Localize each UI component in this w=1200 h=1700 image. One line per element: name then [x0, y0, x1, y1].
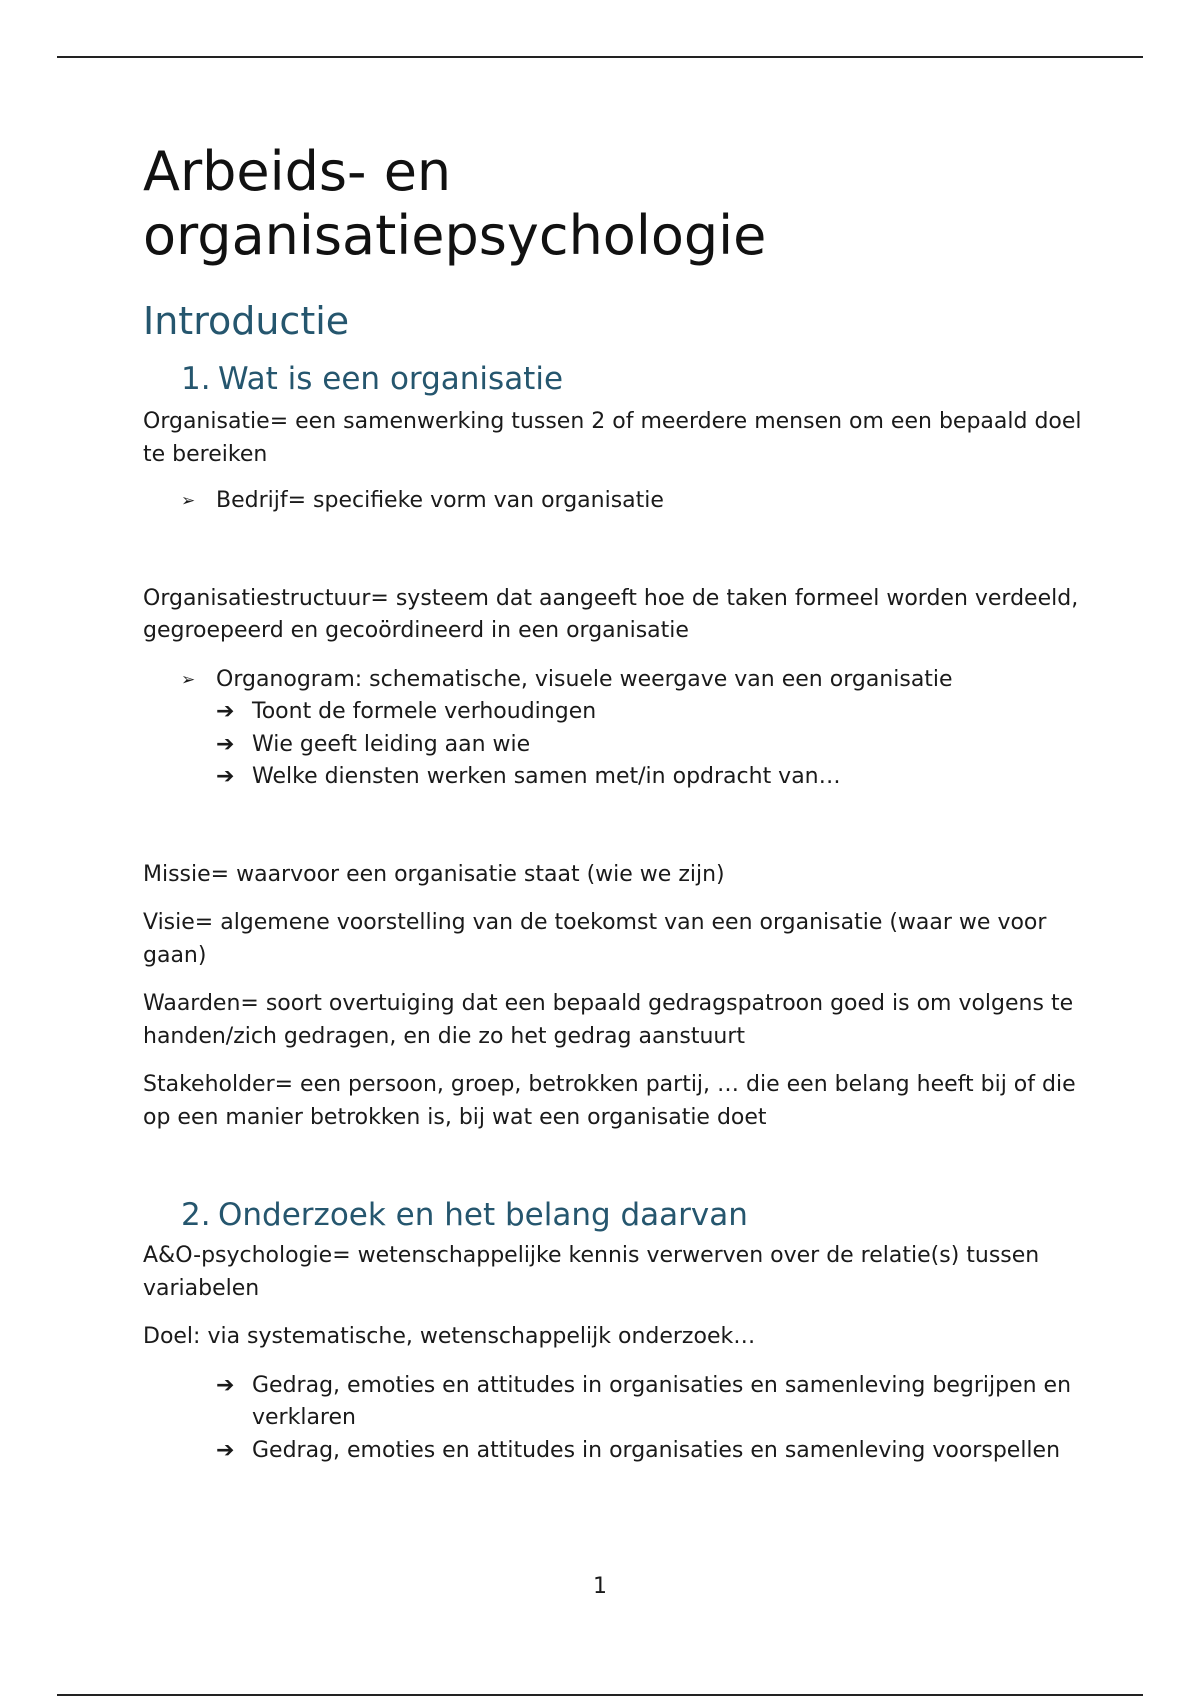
subheading-2-text: Onderzoek en het belang daarvan — [218, 1197, 748, 1233]
document-title — [143, 140, 1083, 268]
paragraph-visie: Visie= algemene voorstelling van de toekomst van een organisatie (waar we voor gaan) — [143, 910, 1047, 968]
right-arrow-icon: ➔ — [216, 731, 235, 757]
document-body — [143, 140, 1083, 1467]
arrow-item-text: Welke diensten werken samen met/in opdracht van… — [252, 764, 841, 789]
header-rule — [57, 56, 1143, 58]
subheading-2-number: 2. — [181, 1197, 211, 1233]
right-arrow-icon: ➔ — [216, 1437, 235, 1463]
subheading-1 — [181, 360, 1083, 398]
page-number: 1 — [593, 1574, 607, 1599]
paragraph-ao-psychologie: A&O-psychologie= wetenschappelijke kennis verwerven over de relatie(s) tussen variabelen — [143, 1243, 1040, 1301]
paragraph-waarden: Waarden= soort overtuiging dat een bepaald gedragspatroon goed is om volgens te handen/zich gedragen, en die zo het gedrag aanstuurt — [143, 991, 1074, 1049]
section-heading: Introductie — [143, 299, 350, 343]
paragraph-stakeholder: Stakeholder= een persoon, groep, betrokken partij, … die een belang heeft bij of die op een manier betrokken is, bij wat een organisatie doet — [143, 1072, 1076, 1130]
paragraph-missie: Missie= waarvoor een organisatie staat (wie we zijn) — [143, 861, 725, 887]
bullet-organogram — [181, 664, 1083, 697]
arrow-item — [216, 696, 1083, 729]
arrow-item-text: Toont de formele verhoudingen — [252, 699, 597, 724]
right-arrow-icon: ➔ — [216, 764, 235, 789]
arrow-item — [216, 729, 1083, 762]
title-line-1: Arbeids- en — [143, 140, 452, 203]
arrow-item-text: Wie geeft leiding aan wie — [252, 731, 531, 757]
footer-rule — [57, 1694, 1143, 1696]
subheading-1-text: Wat is een organisatie — [218, 361, 564, 397]
right-arrow-icon: ➔ — [216, 1372, 235, 1398]
title-line-2: organisatiepsychologie — [143, 204, 767, 267]
bullet-arrowhead-icon: ➢ — [181, 669, 196, 690]
arrow-item — [216, 1370, 1083, 1435]
bullet-arrowhead-icon: ➢ — [181, 491, 196, 511]
subheading-1-number: 1. — [181, 361, 211, 397]
arrow-item — [216, 761, 1083, 794]
paragraph-structuur: Organisatiestructuur= systeem dat aangeeft hoe de taken formeel worden verdeeld, gegroepeerd en gecoördineerd in een organisatie — [143, 585, 1079, 643]
bullet-bedrijf-text: Bedrijf= specifieke vorm van organisatie — [216, 488, 664, 513]
paragraph-doel: Doel: via systematische, wetenschappelijk onderzoek… — [143, 1324, 756, 1349]
subheading-2 — [181, 1196, 1083, 1234]
right-arrow-icon: ➔ — [216, 699, 235, 724]
arrow-item — [216, 1435, 1083, 1468]
arrow-item-text: Gedrag, emoties en attitudes in organisaties en samenleving voorspellen — [252, 1437, 1061, 1463]
arrow-item-text: Gedrag, emoties en attitudes in organisaties en samenleving begrijpen en verklaren — [252, 1372, 1072, 1430]
bullet-organogram-text: Organogram: schematische, visuele weergave van een organisatie — [216, 666, 953, 692]
paragraph-organisatie: Organisatie= een samenwerking tussen 2 of meerdere mensen om een bepaald doel te bereiken — [143, 409, 1082, 467]
bullet-bedrijf — [181, 485, 1083, 518]
